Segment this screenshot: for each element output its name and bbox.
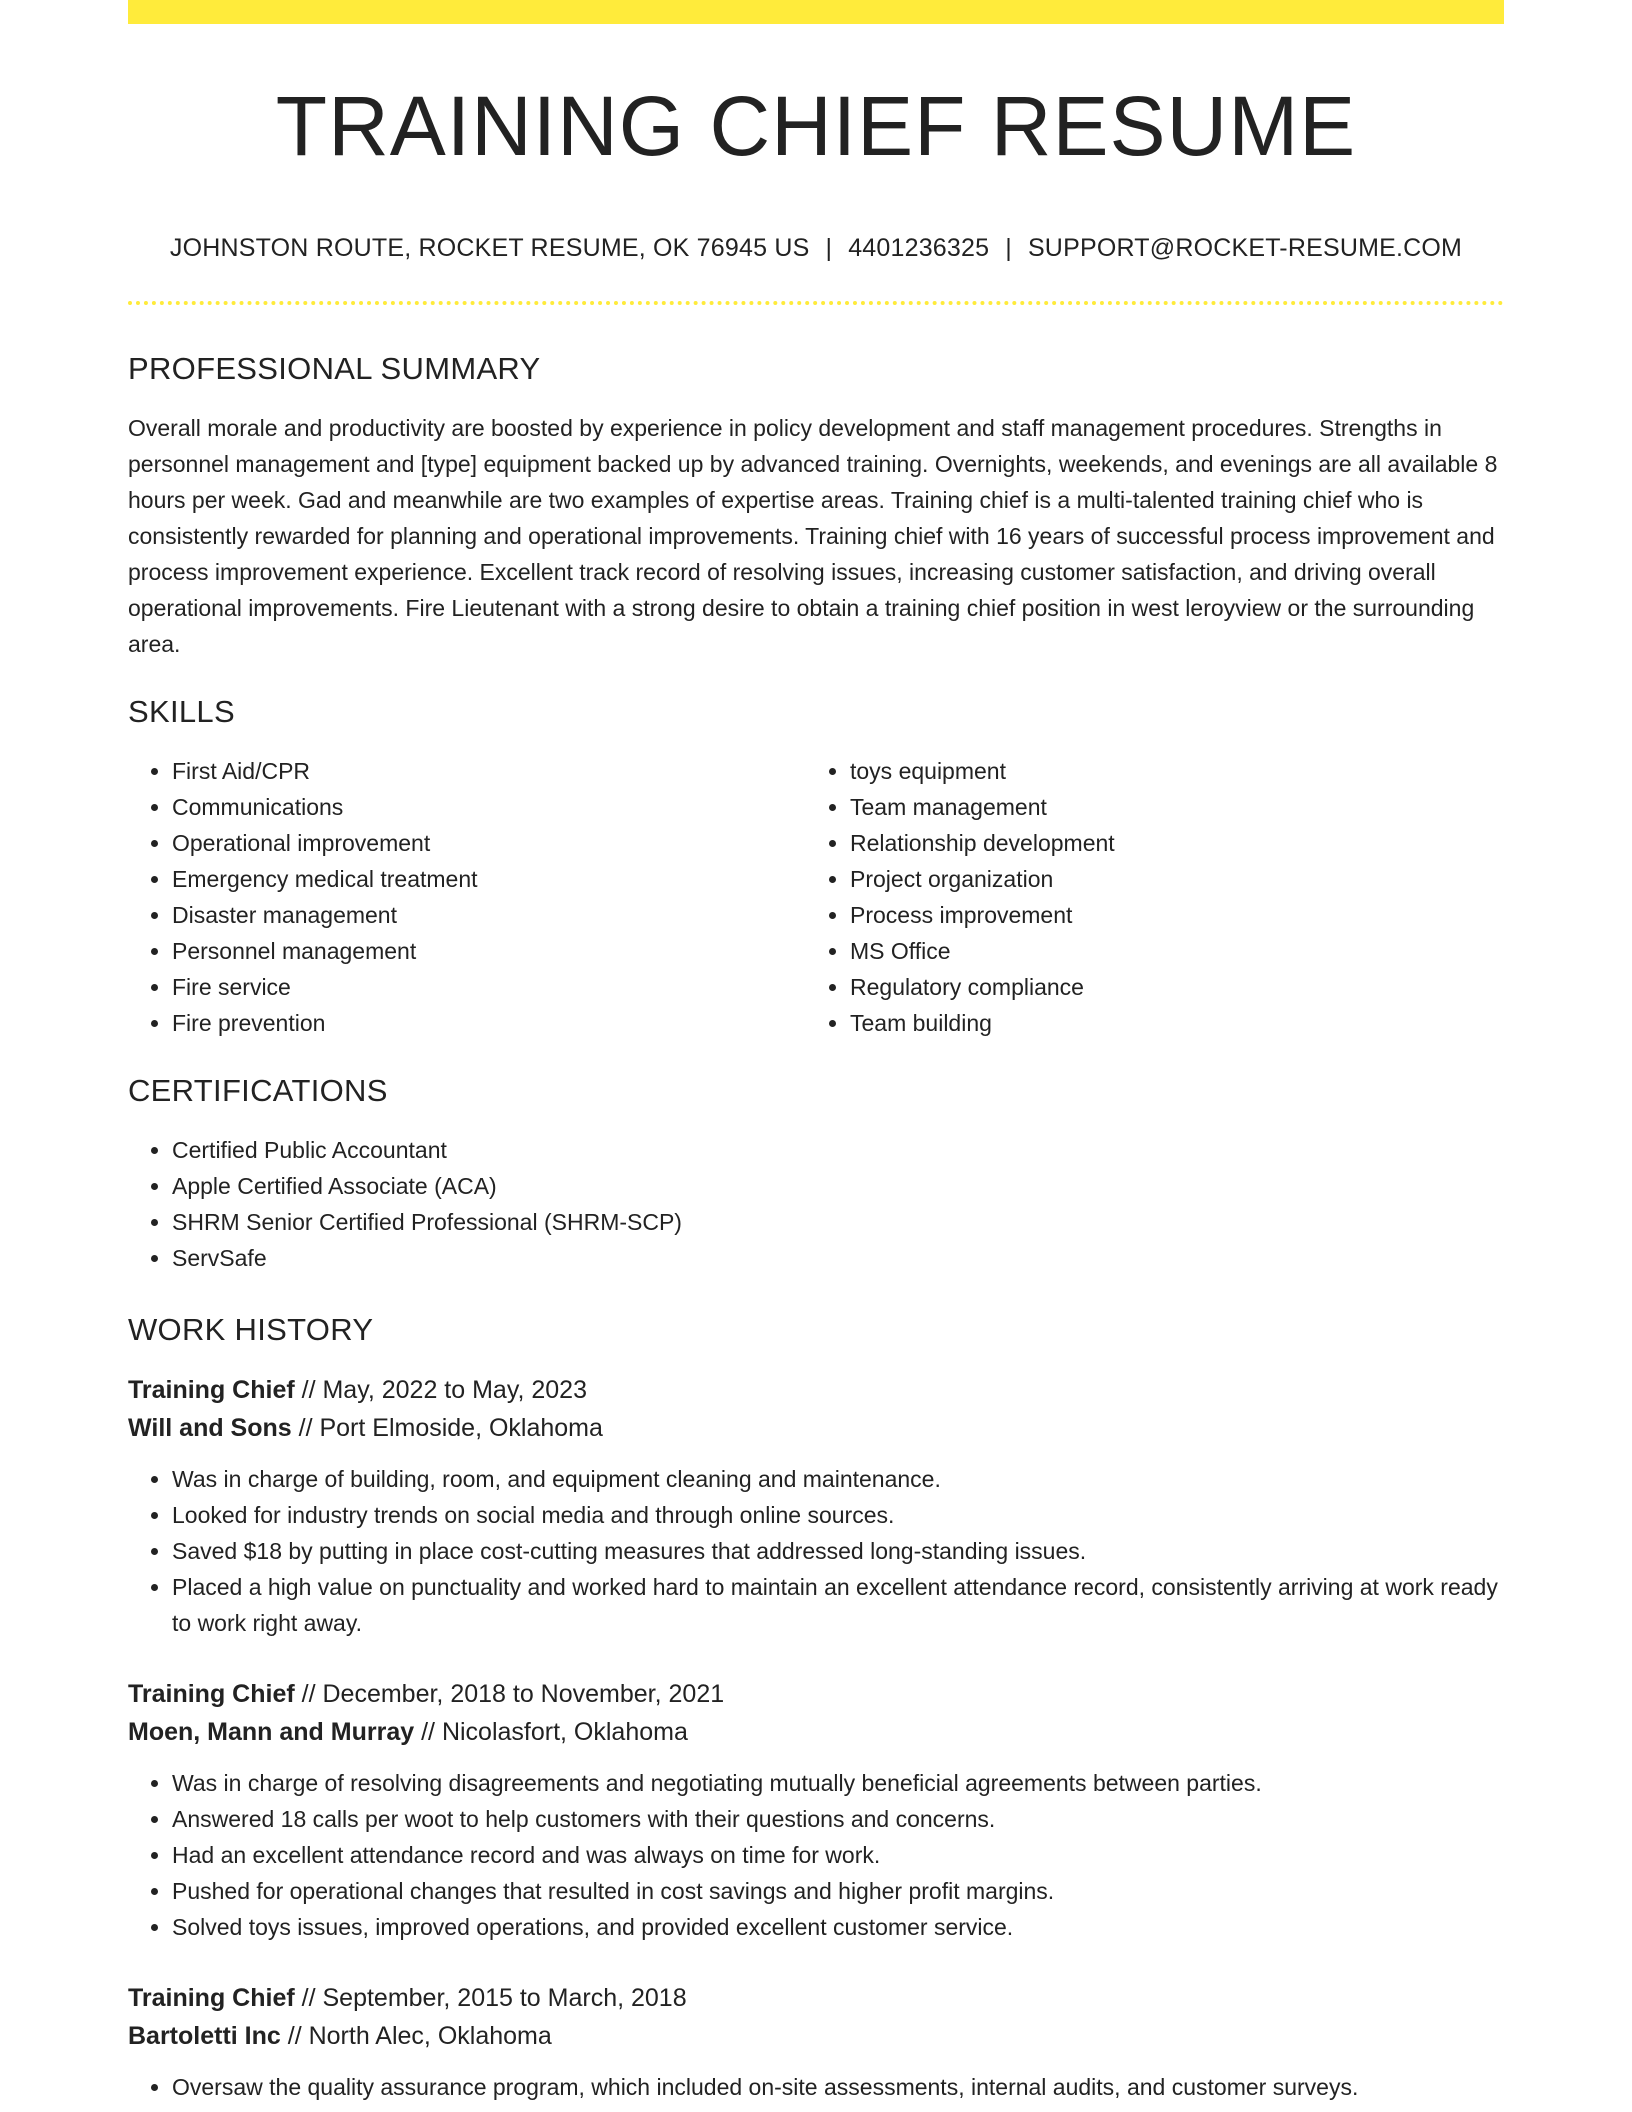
job-title-line bbox=[128, 1979, 1504, 2017]
job-bullet: • Answered 18 calls per woot to help customers with their questions and concerns. bbox=[172, 1801, 1504, 1837]
top-accent-bar bbox=[128, 0, 1504, 24]
job-entry bbox=[128, 1371, 1504, 1641]
job-bullets bbox=[128, 2069, 1504, 2105]
work-history-heading: WORK HISTORY bbox=[128, 1312, 374, 1347]
certification-item: • SHRM Senior Certified Professional (SHRM-SCP) bbox=[172, 1204, 1504, 1240]
job-company-line bbox=[128, 2017, 1504, 2055]
certifications-list bbox=[128, 1132, 1504, 1276]
job-location: North Alec, Oklahoma bbox=[308, 2022, 552, 2050]
contact-email[interactable]: SUPPORT@ROCKET-RESUME.COM bbox=[1027, 234, 1463, 262]
job-separator: // bbox=[294, 1984, 323, 2012]
skill-item: • Fire service bbox=[172, 969, 806, 1005]
job-title: Training Chief bbox=[128, 1680, 295, 1708]
contact-line bbox=[128, 236, 1504, 261]
job-separator: // bbox=[294, 1680, 323, 1708]
skill-item: • Fire prevention bbox=[172, 1005, 806, 1041]
job-company: Will and Sons bbox=[128, 1414, 292, 1442]
skill-item: • toys equipment bbox=[850, 753, 1484, 789]
job-title: Training Chief bbox=[128, 1376, 295, 1404]
job-dates: May, 2022 to May, 2023 bbox=[322, 1376, 587, 1404]
skill-item: • Operational improvement bbox=[172, 825, 806, 861]
job-bullet: • Had an excellent attendance record and was always on time for work. bbox=[172, 1837, 1504, 1873]
contact-address: JOHNSTON ROUTE, ROCKET RESUME, OK 76945 US bbox=[169, 234, 810, 262]
certification-item: • Certified Public Accountant bbox=[172, 1132, 1504, 1168]
skill-item: • Team building bbox=[850, 1005, 1484, 1041]
job-company: Bartoletti Inc bbox=[128, 2022, 281, 2050]
job-separator: // bbox=[291, 1414, 320, 1442]
skill-item: • MS Office bbox=[850, 933, 1484, 969]
contact-separator: | bbox=[825, 234, 833, 262]
job-separator: // bbox=[280, 2022, 309, 2050]
job-dates: September, 2015 to March, 2018 bbox=[322, 1984, 687, 2012]
skills-left-column bbox=[128, 753, 806, 1041]
job-entry bbox=[128, 1979, 1504, 2105]
skill-item: • First Aid/CPR bbox=[172, 753, 806, 789]
skills-heading: SKILLS bbox=[128, 694, 235, 729]
skill-item: • Relationship development bbox=[850, 825, 1484, 861]
job-company: Moen, Mann and Murray bbox=[128, 1718, 415, 1746]
job-location: Nicolasfort, Oklahoma bbox=[441, 1718, 688, 1746]
job-title-line bbox=[128, 1675, 1504, 1713]
summary-text: Overall morale and productivity are boosted by experience in policy development and staff management procedures. Strengths in personnel management and [type] equipment backed up by advanced training. Overnights, weekends, and evenings are all available 8 hours per week. Gad and meanwhile are two examples of expertise areas. Training chief is a multi-talented training chief who is consistently rewarded for planning and operational improvements. Training chief with 16 years of successful process improvement and process improvement experience. Excellent track record of resolving issues, increasing customer satisfaction, and driving overall operational improvements. Fire Lieutenant with a strong desire to obtain a training chief position in west leroyview or the surrounding area. bbox=[128, 415, 1498, 657]
resume-page bbox=[128, 0, 1504, 2105]
skills-right-column bbox=[806, 753, 1484, 1041]
skill-item: • Process improvement bbox=[850, 897, 1484, 933]
job-title-line bbox=[128, 1371, 1504, 1409]
skill-item: • Regulatory compliance bbox=[850, 969, 1484, 1005]
job-bullet: • Was in charge of resolving disagreements and negotiating mutually beneficial agreements between parties. bbox=[172, 1765, 1504, 1801]
certification-item: • ServSafe bbox=[172, 1240, 1504, 1276]
contact-phone: 4401236325 bbox=[848, 234, 990, 262]
job-bullet: • Oversaw the quality assurance program, which included on-site assessments, internal audits, and customer surveys. bbox=[172, 2069, 1504, 2105]
certifications-heading: CERTIFICATIONS bbox=[128, 1073, 388, 1108]
job-company-line bbox=[128, 1409, 1504, 1447]
dotted-divider bbox=[128, 301, 1504, 305]
skill-item: • Project organization bbox=[850, 861, 1484, 897]
skill-item: • Communications bbox=[172, 789, 806, 825]
job-location: Port Elmoside, Oklahoma bbox=[319, 1414, 603, 1442]
job-bullets bbox=[128, 1461, 1504, 1641]
contact-separator: | bbox=[1005, 234, 1012, 262]
skills-grid bbox=[128, 753, 1504, 1041]
skill-item: • Disaster management bbox=[172, 897, 806, 933]
job-entry bbox=[128, 1675, 1504, 1945]
job-bullets bbox=[128, 1765, 1504, 1945]
job-bullet: • Pushed for operational changes that resulted in cost savings and higher profit margins. bbox=[172, 1873, 1504, 1909]
skill-item: • Team management bbox=[850, 789, 1484, 825]
job-bullet: • Saved $18 by putting in place cost-cutting measures that addressed long-standing issues. bbox=[172, 1533, 1504, 1569]
certification-item: • Apple Certified Associate (ACA) bbox=[172, 1168, 1504, 1204]
job-separator: // bbox=[294, 1376, 323, 1404]
resume-title: TRAINING CHIEF RESUME bbox=[275, 79, 1357, 173]
job-bullet: • Solved toys issues, improved operations, and provided excellent customer service. bbox=[172, 1909, 1504, 1945]
job-bullet: • Was in charge of building, room, and equipment cleaning and maintenance. bbox=[172, 1461, 1504, 1497]
skill-item: • Personnel management bbox=[172, 933, 806, 969]
job-bullet: • Placed a high value on punctuality and worked hard to maintain an excellent attendance record, consistently arriving at work ready to work right away. bbox=[172, 1569, 1504, 1641]
job-separator: // bbox=[414, 1718, 442, 1746]
skill-item: • Emergency medical treatment bbox=[172, 861, 806, 897]
summary-heading: PROFESSIONAL SUMMARY bbox=[128, 351, 541, 386]
job-bullet: • Looked for industry trends on social media and through online sources. bbox=[172, 1497, 1504, 1533]
job-company-line bbox=[128, 1713, 1504, 1751]
job-title: Training Chief bbox=[128, 1984, 295, 2012]
job-dates: December, 2018 to November, 2021 bbox=[322, 1680, 725, 1708]
